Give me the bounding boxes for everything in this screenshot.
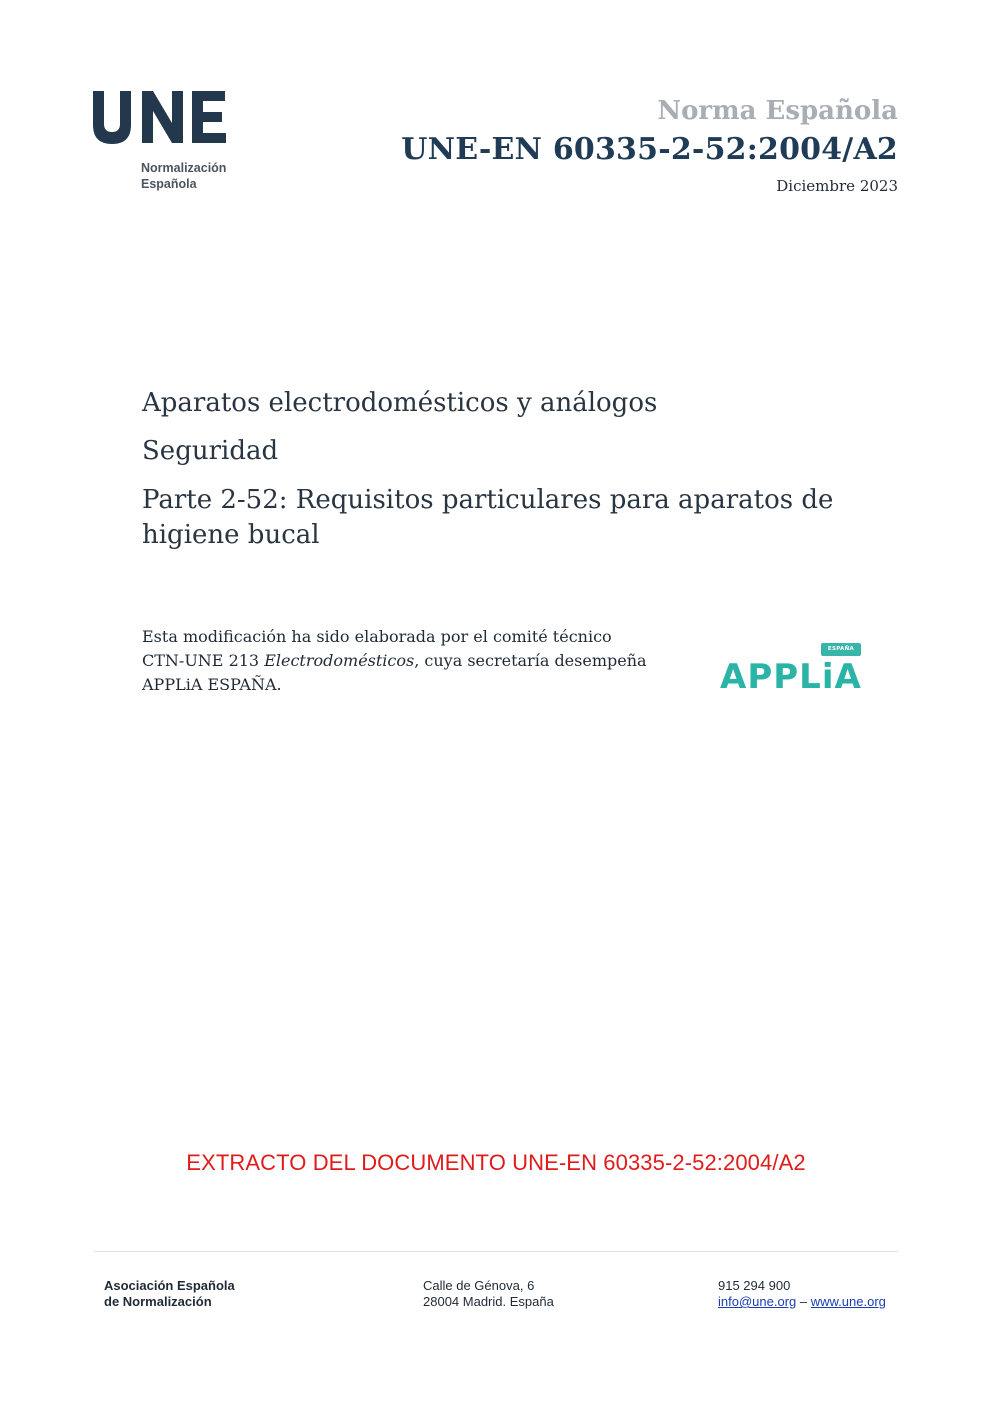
logo-subtitle-1: Normalización [141,161,227,175]
footer-contact [718,1278,886,1310]
applia-wordmark: APPLiA [720,657,862,697]
committee-statement [142,625,682,697]
footer-links [718,1294,886,1310]
committee-name: Electrodomésticos [264,651,415,670]
title-line-3: Parte 2-52: Requisitos particulares para aparatos de higiene bucal [142,485,834,550]
committee-line-3: APPLiA ESPAÑA. [142,675,282,694]
footer-phone: 915 294 900 [718,1278,791,1293]
une-logo [92,88,242,198]
applia-logo [718,643,863,698]
committee-line-2 [142,649,682,673]
standard-code: UNE-EN 60335-2-52:2004/A2 [401,132,898,167]
footer-separator: – [799,1294,808,1309]
applia-badge: ESPAÑA [821,643,861,656]
footer-org-line-2: de Normalización [104,1294,212,1309]
title-line-2: Seguridad [142,436,279,466]
footer-address [423,1278,554,1310]
footer-divider [94,1251,898,1252]
footer-address-line-1: Calle de Génova, 6 [423,1278,535,1293]
committee-secretariat: , cuya secretaría desempeña [414,651,647,670]
extract-banner: EXTRACTO DEL DOCUMENTO UNE-EN 60335-2-52:2004/A2 [186,1150,806,1175]
footer-address-line-2: 28004 Madrid. España [423,1294,554,1309]
email-link[interactable]: info@une.org [718,1294,797,1309]
une-logo-mark [92,88,242,148]
footer-org-line-1: Asociación Española [104,1278,235,1293]
logo-subtitle-2: Española [141,177,197,191]
committee-line-1: Esta modificación ha sido elaborada por el comité técnico [142,627,612,646]
standard-label: Norma Española [657,96,898,126]
committee-code: CTN-UNE 213 [142,651,265,670]
title-line-1: Aparatos electrodomésticos y análogos [142,388,658,418]
footer-organization [104,1278,235,1310]
website-link[interactable]: www.une.org [810,1294,886,1309]
publication-date: Diciembre 2023 [776,177,898,195]
